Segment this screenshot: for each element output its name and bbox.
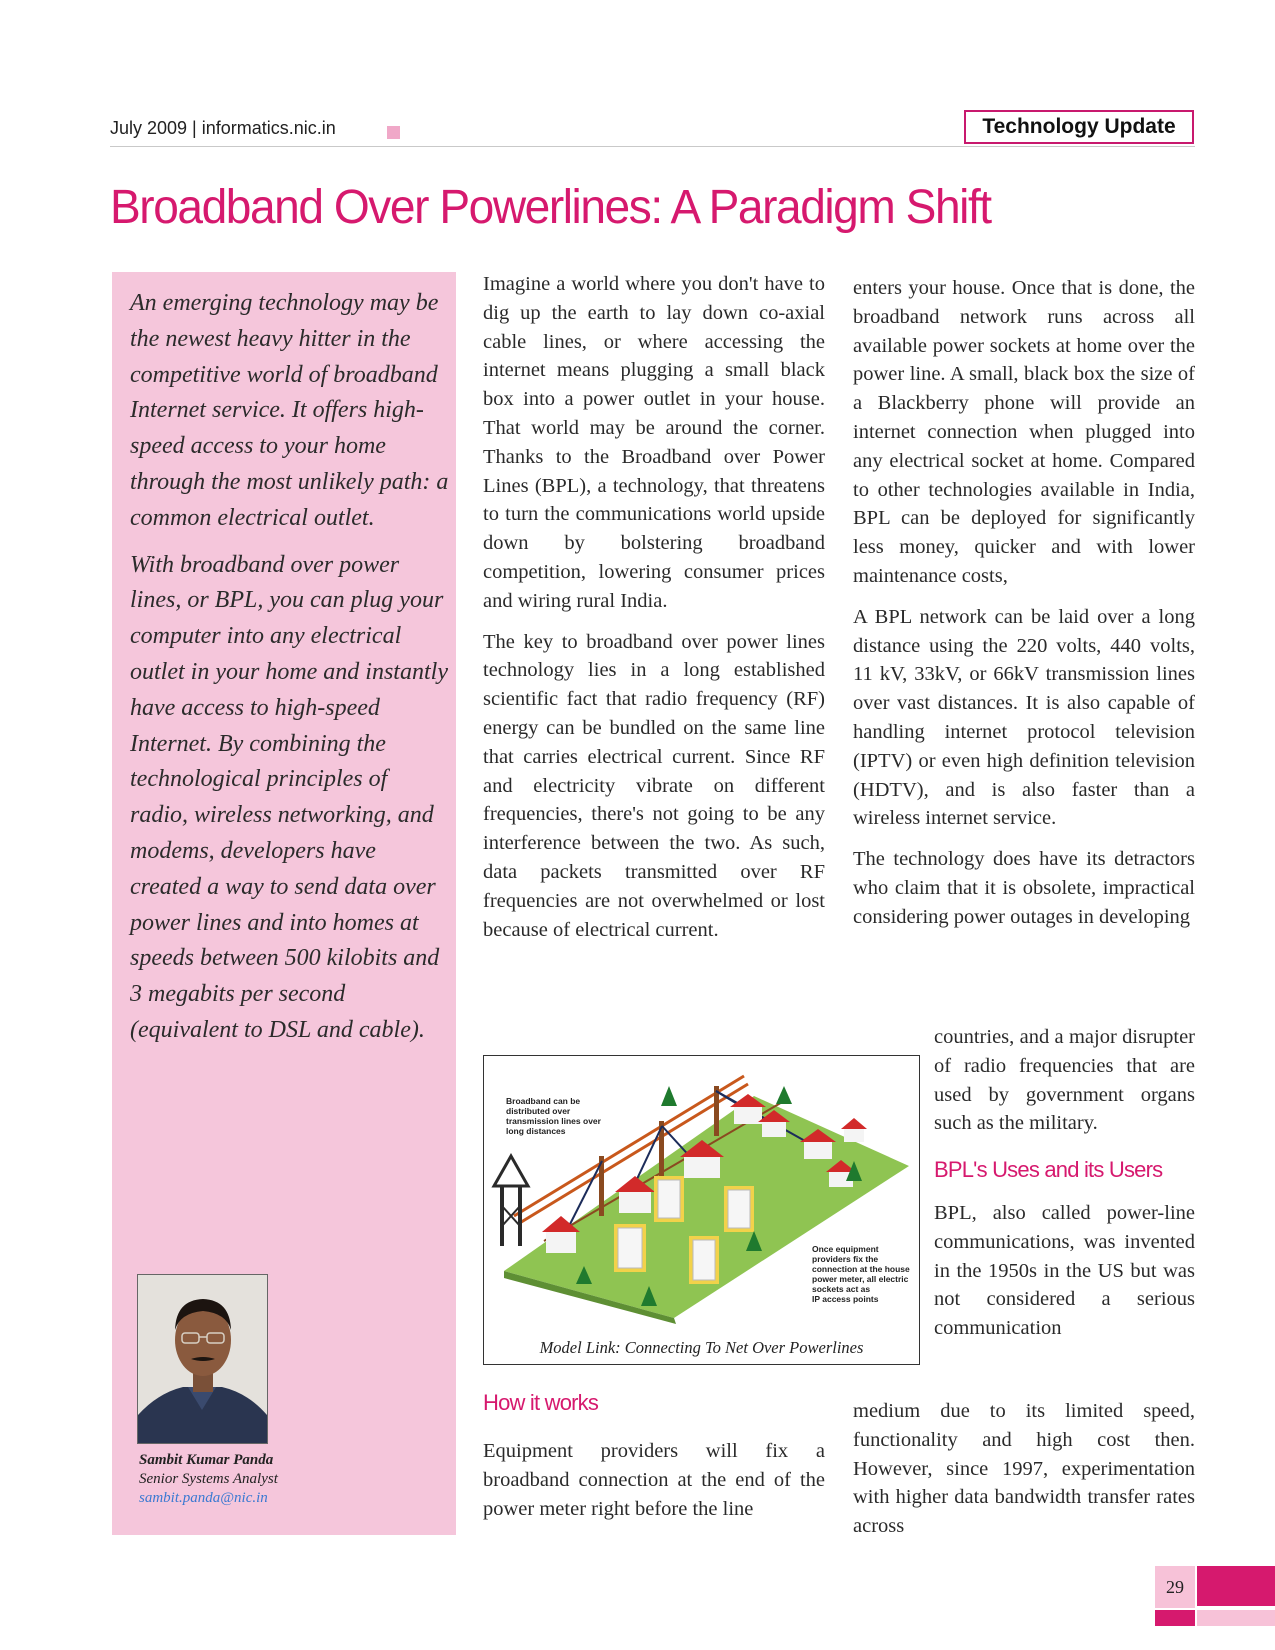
bpl-illustration bbox=[484, 1056, 918, 1326]
subheading-how-it-works: How it works bbox=[483, 1390, 599, 1415]
page-number: 29 bbox=[1155, 1566, 1195, 1608]
column-2-lower bbox=[483, 1437, 825, 1535]
body-paragraph: medium due to its limited speed, functionality and high cost then. However, since 1997, experimentation with higher data bandwidth transfer rates across bbox=[853, 1400, 1195, 1538]
author-photo bbox=[137, 1274, 268, 1444]
figure-label-left: Broadband can be distributed over transmission lines over long distances bbox=[506, 1096, 601, 1136]
body-paragraph: A BPL network can be laid over a long distance using the 220 volts, 440 volts, 11 kV, 33kV, or 66kV transmission lines over vast distances. It is also capable of handling internet protocol television (IPTV) or even high definition television (HDTV), and is also faster than a wireless internet service. bbox=[853, 605, 1195, 830]
column-3-upper bbox=[853, 274, 1195, 932]
column-3-wrapped bbox=[934, 1023, 1195, 1343]
column-2-upper bbox=[483, 270, 825, 956]
body-paragraph: BPL, also called power-line communications, was invented in the 1950s in the US but was not considered a serious communication bbox=[934, 1201, 1195, 1340]
section-label: Technology Update bbox=[964, 110, 1194, 144]
figure-label-right: Once equipment providers fix the connection at the house power meter, all electric sockets act as IP access points bbox=[812, 1244, 910, 1304]
page-corner-block bbox=[1197, 1566, 1275, 1606]
body-paragraph: Equipment providers will fix a broadband connection at the end of the power meter right before the line bbox=[483, 1440, 825, 1520]
subheading-bpl-uses: BPL's Uses and its Users bbox=[934, 1157, 1163, 1183]
figure-caption: Model Link: Connecting To Net Over Powerlines bbox=[539, 1338, 864, 1357]
author-email[interactable]: sambit.panda@nic.in bbox=[139, 1490, 268, 1506]
diagram-figure bbox=[483, 1055, 920, 1365]
body-paragraph: The key to broadband over power lines technology lies in a long established scientific fact that radio frequency (RF) energy can be bundled on the same line that carries electrical current. Since RF and electricity vibrate on different frequencies, there's not going to be any interference between the two. As such, data packets transmitted over RF frequencies are not overwhelmed or lost because of electrical current. bbox=[483, 630, 825, 941]
author-credit bbox=[139, 1451, 278, 1508]
body-paragraph: enters your house. Once that is done, the broadband network runs across all available power sockets at home over the power line. A small, black box the size of a Blackberry phone will provide an internet connection when plugged into any electrical socket at home. Compared to other technologies available in India, BPL can be deployed for significantly less money, quicker and with lower maintenance costs, bbox=[853, 277, 1195, 587]
intro-text bbox=[130, 286, 450, 1060]
article-title: Broadband Over Powerlines: A Paradigm Shift bbox=[110, 181, 991, 234]
page-corner-block bbox=[1155, 1610, 1195, 1626]
author-name: Sambit Kumar Panda bbox=[139, 1452, 274, 1468]
intro-paragraph: With broadband over power lines, or BPL, you can plug your computer into any electrical outlet in your home and instantly have access to high-speed Internet. By combining the technological principles of radio, wireless networking, and modems, developers have created a way to send data over power lines and into homes at speeds between 500 kilobits and 3 megabits per second (equivalent to DSL and cable). bbox=[130, 551, 448, 1043]
issue-date-site: July 2009 | informatics.nic.in bbox=[110, 118, 336, 138]
author-role: Senior Systems Analyst bbox=[139, 1471, 278, 1487]
body-paragraph: The technology does have its detractors who claim that it is obsolete, impractical considering power outages in developing bbox=[853, 848, 1195, 928]
intro-paragraph: An emerging technology may be the newest heavy hitter in the competitive world of broadband Internet service. It offers high-speed access to your home through the most unlikely path: a common electrical outlet. bbox=[130, 290, 449, 531]
body-paragraph: Imagine a world where you don't have to dig up the earth to lay down co-axial cable lines, or where accessing the internet means plugging a small black box into a power outlet in your house. That world may be around the corner. Thanks to the Broadband over Power Lines (BPL), a technology, that threatens to turn the communications world upside down by bolstering broadband competition, lowering consumer prices and wiring rural India. bbox=[483, 273, 825, 612]
body-paragraph: countries, and a major disrupter of radio frequencies that are used by government organs such as the military. bbox=[934, 1026, 1195, 1135]
header-rule bbox=[110, 146, 1195, 147]
page-corner-block bbox=[1197, 1610, 1275, 1626]
column-3-lower bbox=[853, 1397, 1195, 1541]
header-bullet bbox=[387, 126, 400, 139]
